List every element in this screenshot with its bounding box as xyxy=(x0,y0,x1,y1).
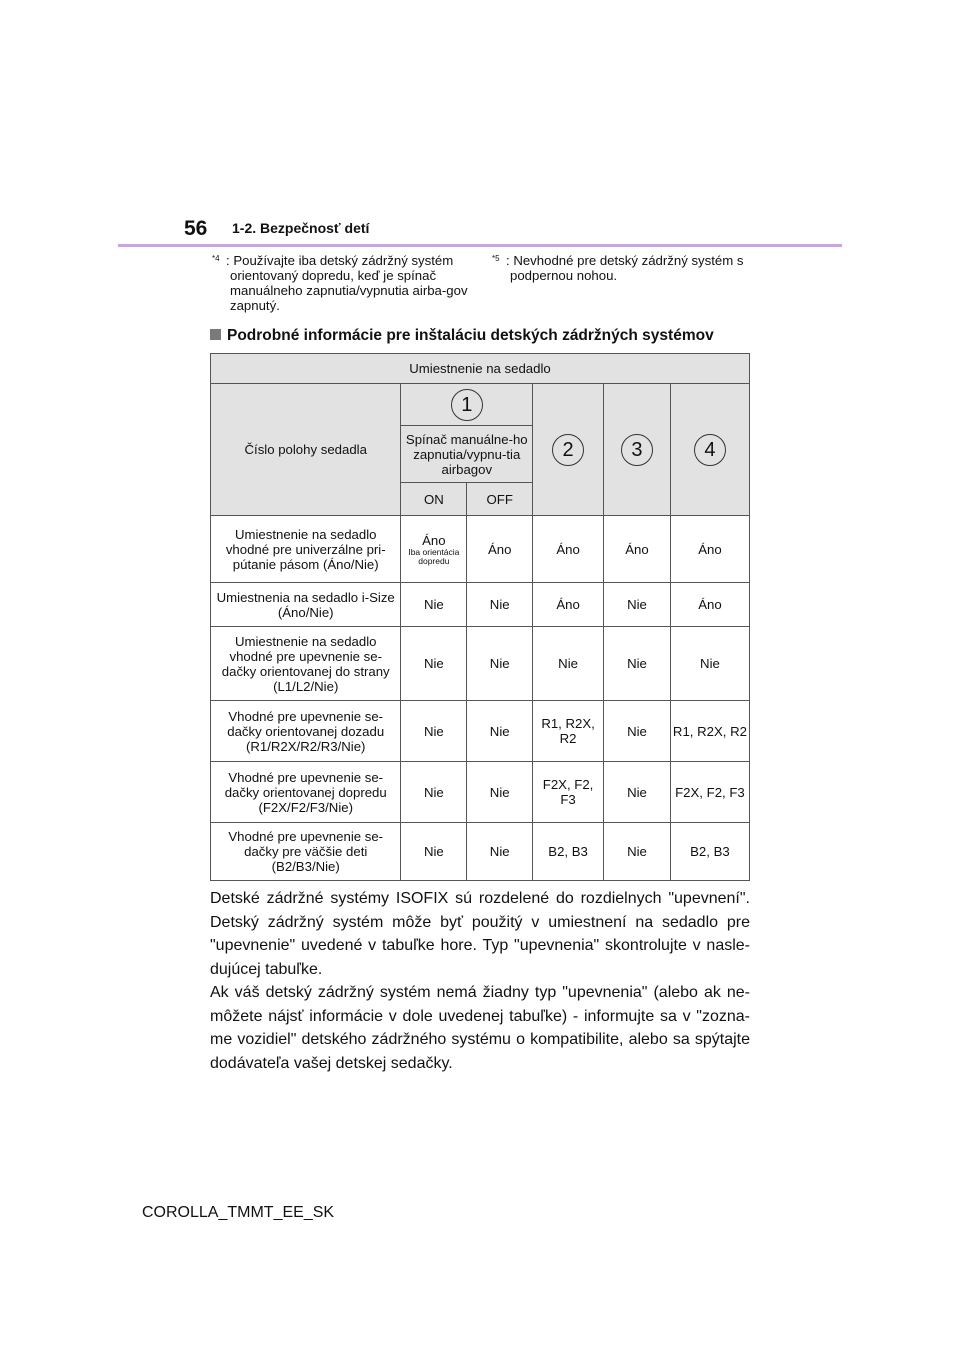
cell-seat-4: F2X, F2, F3 xyxy=(670,762,749,823)
section-heading xyxy=(210,327,714,345)
cell-off: Nie xyxy=(467,627,533,701)
table-row xyxy=(211,762,750,823)
seat-2-circle: 2 xyxy=(552,434,584,466)
cell-on: Nie xyxy=(401,762,467,823)
page-number: 56 xyxy=(184,217,208,240)
cell-on xyxy=(401,516,467,583)
cell-on-note: Iba orientácia dopredu xyxy=(408,546,460,566)
heading-text: Podrobné informácie pre inštaláciu detských zádržných systémov xyxy=(227,327,714,344)
on-label: ON xyxy=(401,483,467,516)
cell-seat-2: B2, B3 xyxy=(533,823,604,881)
body-text xyxy=(210,887,750,1075)
cell-seat-2: Áno xyxy=(533,583,604,627)
cell-on-value: Áno xyxy=(422,532,446,548)
row-label: Umiestnenie na sedadlo vhodné pre univerzálne pri-pútanie pásom (Áno/Nie) xyxy=(211,516,401,583)
table-row xyxy=(211,583,750,627)
cell-on: Nie xyxy=(401,701,467,762)
footer-code: COROLLA_TMMT_EE_SK xyxy=(142,1204,335,1221)
cell-on: Nie xyxy=(401,823,467,881)
table-row xyxy=(211,701,750,762)
seat-position-label: Číslo polohy sedadla xyxy=(211,384,401,516)
header-divider xyxy=(118,244,842,247)
paragraph: Ak váš detský zádržný systém nemá žiadny typ "upevnenia" (alebo ak ne-môžete nájsť informácie v dole uvedenej tabuľke) - informujte sa v "zozna-me vozidiel" detského zádržného systému o kompatibilite, alebo sa spýtajte dodávateľa vašej detskej sedačky. xyxy=(210,984,750,1072)
cell-off: Nie xyxy=(467,762,533,823)
section-title: 1-2. Bezpečnosť detí xyxy=(232,220,370,236)
cell-seat-3: Áno xyxy=(604,516,671,583)
seat-1-circle: 1 xyxy=(451,389,483,421)
cell-on: Nie xyxy=(401,583,467,627)
cell-seat-3: Nie xyxy=(604,762,671,823)
cell-on: Nie xyxy=(401,627,467,701)
footnote-mark: *5 xyxy=(492,254,500,263)
cell-seat-4: Áno xyxy=(670,583,749,627)
cell-seat-3: Nie xyxy=(604,701,671,762)
cell-off: Nie xyxy=(467,823,533,881)
footnote-text: : Používajte iba detský zádržný systém orientovaný dopredu, keď je spínač manuálneho zapnutia/vypnutia airba-gov zapnutý. xyxy=(226,253,468,313)
table-row xyxy=(211,823,750,881)
row-label: Umiestnenie na sedadlo vhodné pre upevnenie se-dačky orientovanej do strany (L1/L2/Nie) xyxy=(211,627,401,701)
cell-seat-2: R1, R2X, R2 xyxy=(533,701,604,762)
cell-off: Nie xyxy=(467,583,533,627)
seat-number-2 xyxy=(533,384,604,516)
bullet-square-icon xyxy=(210,329,221,340)
footnote-mark: *4 xyxy=(212,254,220,263)
cell-seat-4: Nie xyxy=(670,627,749,701)
seat-number-1 xyxy=(401,384,533,426)
table-row xyxy=(211,627,750,701)
row-label: Vhodné pre upevnenie se-dačky orientovanej dozadu (R1/R2X/R2/R3/Nie) xyxy=(211,701,401,762)
cell-off: Áno xyxy=(467,516,533,583)
cell-seat-4: R1, R2X, R2 xyxy=(670,701,749,762)
seat-4-circle: 4 xyxy=(694,434,726,466)
seat-number-4 xyxy=(670,384,749,516)
cell-seat-4: Áno xyxy=(670,516,749,583)
table-title: Umiestnenie na sedadlo xyxy=(211,354,750,384)
off-label: OFF xyxy=(467,483,533,516)
airbag-switch-label: Spínač manuálne-ho zapnutia/vypnu-tia airbagov xyxy=(401,426,533,483)
footnote-4 xyxy=(212,253,476,313)
footnote-text: : Nevhodné pre detský zádržný systém s podpernou nohou. xyxy=(506,253,744,283)
seat-position-table xyxy=(210,353,750,881)
paragraph: Detské zádržné systémy ISOFIX sú rozdelené do rozdielnych "upevnení". Detský zádržný systém môže byť použitý v umiestnení na sedadlo pre "upevnenie" uvedené v tabuľke hore. Typ "upevnenia" skontrolujte v nasle-dujúcej tabuľke. xyxy=(210,890,750,978)
cell-seat-3: Nie xyxy=(604,823,671,881)
row-label: Umiestnenia na sedadlo i-Size (Áno/Nie) xyxy=(211,583,401,627)
table-row xyxy=(211,516,750,583)
footnote-5 xyxy=(492,253,752,283)
seat-number-3 xyxy=(604,384,671,516)
cell-seat-3: Nie xyxy=(604,627,671,701)
seat-3-circle: 3 xyxy=(621,434,653,466)
row-label: Vhodné pre upevnenie se-dačky orientovanej dopredu (F2X/F2/F3/Nie) xyxy=(211,762,401,823)
cell-seat-4: B2, B3 xyxy=(670,823,749,881)
cell-seat-2: F2X, F2, F3 xyxy=(533,762,604,823)
cell-seat-3: Nie xyxy=(604,583,671,627)
cell-seat-2: Áno xyxy=(533,516,604,583)
cell-off: Nie xyxy=(467,701,533,762)
row-label: Vhodné pre upevnenie se-dačky pre väčšie deti (B2/B3/Nie) xyxy=(211,823,401,881)
cell-seat-2: Nie xyxy=(533,627,604,701)
